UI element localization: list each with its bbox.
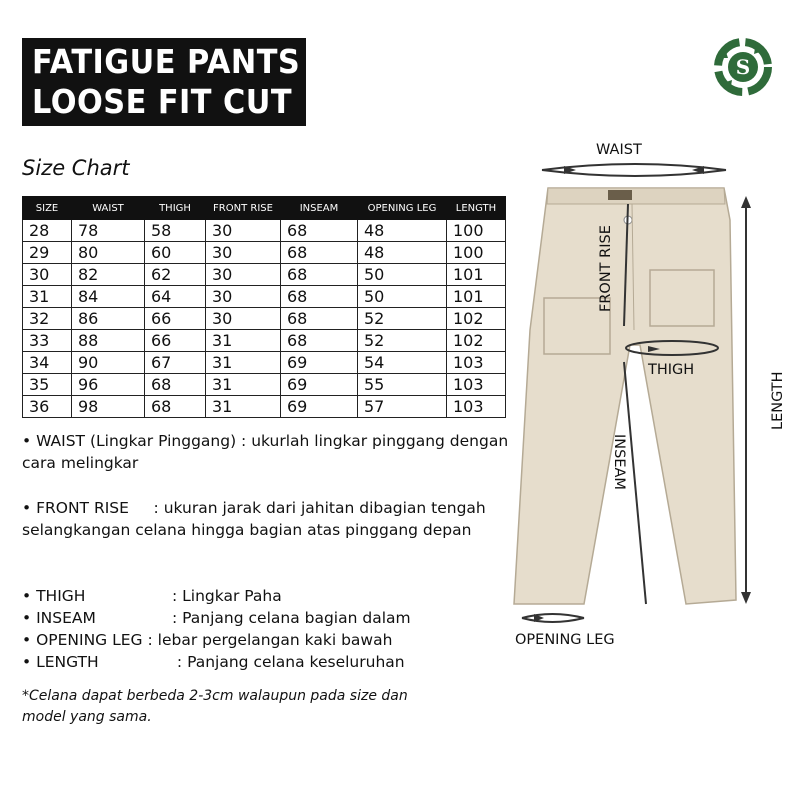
table-row bbox=[23, 264, 506, 286]
table-cell: 68 bbox=[281, 330, 358, 352]
waistband-icon bbox=[547, 188, 725, 204]
diagram-label-inseam: INSEAM bbox=[611, 434, 627, 490]
table-cell: 78 bbox=[72, 220, 145, 242]
table-row bbox=[23, 352, 506, 374]
table-cell: 60 bbox=[145, 242, 206, 264]
table-cell: 35 bbox=[23, 374, 72, 396]
diagram-label-front-rise: FRONT RISE bbox=[598, 225, 614, 312]
table-cell: 102 bbox=[447, 330, 506, 352]
diagram-label-waist: WAIST bbox=[596, 142, 642, 158]
disclaimer-note: *Celana dapat berbeda 2-3cm walaupun pada size dan model yang sama. bbox=[22, 688, 408, 725]
table-cell: 90 bbox=[72, 352, 145, 374]
definition-value: : Panjang celana bagian dalam bbox=[172, 609, 411, 627]
table-cell: 31 bbox=[206, 352, 281, 374]
table-cell: 62 bbox=[145, 264, 206, 286]
pants-body-icon bbox=[514, 188, 736, 604]
table-cell: 30 bbox=[23, 264, 72, 286]
waist-description: • WAIST (Lingkar Pinggang) : ukurlah lingkar pinggang dengan cara melingkar bbox=[22, 432, 509, 472]
front-rise-description: • FRONT RISE : ukuran jarak dari jahitan dibagian tengah selangkangan celana hingga bagian atas pinggang depan bbox=[22, 499, 491, 539]
table-cell: 68 bbox=[281, 308, 358, 330]
column-header: WAIST bbox=[72, 197, 145, 220]
title-banner bbox=[22, 38, 306, 126]
definitions-list bbox=[22, 585, 411, 673]
table-cell: 28 bbox=[23, 220, 72, 242]
title-line-2: LOOSE FIT CUT bbox=[32, 82, 293, 121]
table-cell: 34 bbox=[23, 352, 72, 374]
table-cell: 66 bbox=[145, 330, 206, 352]
table-row bbox=[23, 286, 506, 308]
table-cell: 33 bbox=[23, 330, 72, 352]
table-cell: 57 bbox=[358, 396, 447, 418]
table-cell: 31 bbox=[23, 286, 72, 308]
table-cell: 84 bbox=[72, 286, 145, 308]
recycle-logo-icon bbox=[712, 36, 774, 98]
table-cell: 88 bbox=[72, 330, 145, 352]
table-cell: 96 bbox=[72, 374, 145, 396]
table-cell: 69 bbox=[281, 352, 358, 374]
table-cell: 101 bbox=[447, 286, 506, 308]
table-cell: 68 bbox=[145, 374, 206, 396]
opening-leg-measure-icon bbox=[522, 614, 584, 618]
column-header: FRONT RISE bbox=[206, 197, 281, 220]
table-body bbox=[23, 220, 506, 418]
table-cell: 30 bbox=[206, 308, 281, 330]
logo-letter: S bbox=[735, 55, 751, 79]
table-cell: 100 bbox=[447, 220, 506, 242]
definition-term: • OPENING LEG bbox=[22, 631, 143, 649]
table-header-row bbox=[23, 197, 506, 220]
column-header: INSEAM bbox=[281, 197, 358, 220]
table-cell: 82 bbox=[72, 264, 145, 286]
table-cell: 48 bbox=[358, 220, 447, 242]
table-cell: 68 bbox=[281, 264, 358, 286]
table-cell: 64 bbox=[145, 286, 206, 308]
table-cell: 66 bbox=[145, 308, 206, 330]
table-cell: 52 bbox=[358, 330, 447, 352]
column-header: THIGH bbox=[145, 197, 206, 220]
table-cell: 102 bbox=[447, 308, 506, 330]
table-cell: 29 bbox=[23, 242, 72, 264]
table-cell: 30 bbox=[206, 220, 281, 242]
size-chart-table bbox=[22, 196, 506, 418]
diagram-label-opening-leg: OPENING LEG bbox=[515, 632, 615, 648]
definition-length bbox=[22, 651, 411, 673]
table-cell: 69 bbox=[281, 374, 358, 396]
diagram-label-thigh: THIGH bbox=[648, 362, 695, 378]
definition-term: • INSEAM bbox=[22, 609, 96, 627]
column-header: SIZE bbox=[23, 197, 72, 220]
table-row bbox=[23, 330, 506, 352]
table-cell: 86 bbox=[72, 308, 145, 330]
definition-value: : lebar pergelangan kaki bawah bbox=[142, 631, 393, 649]
definition-thigh bbox=[22, 585, 411, 607]
table-row bbox=[23, 374, 506, 396]
table-cell: 103 bbox=[447, 374, 506, 396]
table-cell: 48 bbox=[358, 242, 447, 264]
table-cell: 54 bbox=[358, 352, 447, 374]
table-row bbox=[23, 308, 506, 330]
table-cell: 50 bbox=[358, 264, 447, 286]
table-cell: 67 bbox=[145, 352, 206, 374]
definition-value: : Lingkar Paha bbox=[172, 587, 282, 605]
table-cell: 68 bbox=[281, 242, 358, 264]
inseam-line-icon bbox=[624, 362, 646, 604]
table-cell: 32 bbox=[23, 308, 72, 330]
definition-term: • THIGH bbox=[22, 587, 86, 605]
table-cell: 103 bbox=[447, 352, 506, 374]
column-header: LENGTH bbox=[447, 197, 506, 220]
table-cell: 31 bbox=[206, 374, 281, 396]
table-cell: 55 bbox=[358, 374, 447, 396]
table-cell: 68 bbox=[281, 220, 358, 242]
table-cell: 31 bbox=[206, 396, 281, 418]
table-row bbox=[23, 242, 506, 264]
table-cell: 50 bbox=[358, 286, 447, 308]
table-cell: 68 bbox=[145, 396, 206, 418]
table-cell: 31 bbox=[206, 330, 281, 352]
table-row bbox=[23, 220, 506, 242]
table-row bbox=[23, 396, 506, 418]
table-cell: 101 bbox=[447, 264, 506, 286]
table-cell: 103 bbox=[447, 396, 506, 418]
pants-diagram-icon bbox=[500, 130, 800, 660]
size-chart-title: Size Chart bbox=[22, 156, 130, 180]
table-cell: 30 bbox=[206, 242, 281, 264]
definition-term: • LENGTH bbox=[22, 653, 99, 671]
table-cell: 69 bbox=[281, 396, 358, 418]
table-cell: 36 bbox=[23, 396, 72, 418]
definition-value: : Panjang celana keseluruhan bbox=[172, 653, 405, 671]
table-cell: 80 bbox=[72, 242, 145, 264]
diagram-label-length: LENGTH bbox=[770, 371, 786, 430]
definition-opening-leg bbox=[22, 629, 411, 651]
title-line-1: FATIGUE PANTS bbox=[32, 42, 301, 81]
definition-inseam bbox=[22, 607, 411, 629]
table-cell: 68 bbox=[281, 286, 358, 308]
table-cell: 52 bbox=[358, 308, 447, 330]
table-cell: 30 bbox=[206, 264, 281, 286]
table-cell: 58 bbox=[145, 220, 206, 242]
table-cell: 98 bbox=[72, 396, 145, 418]
table-cell: 30 bbox=[206, 286, 281, 308]
column-header: OPENING LEG bbox=[358, 197, 447, 220]
table-cell: 100 bbox=[447, 242, 506, 264]
brand-label-icon bbox=[608, 190, 632, 200]
